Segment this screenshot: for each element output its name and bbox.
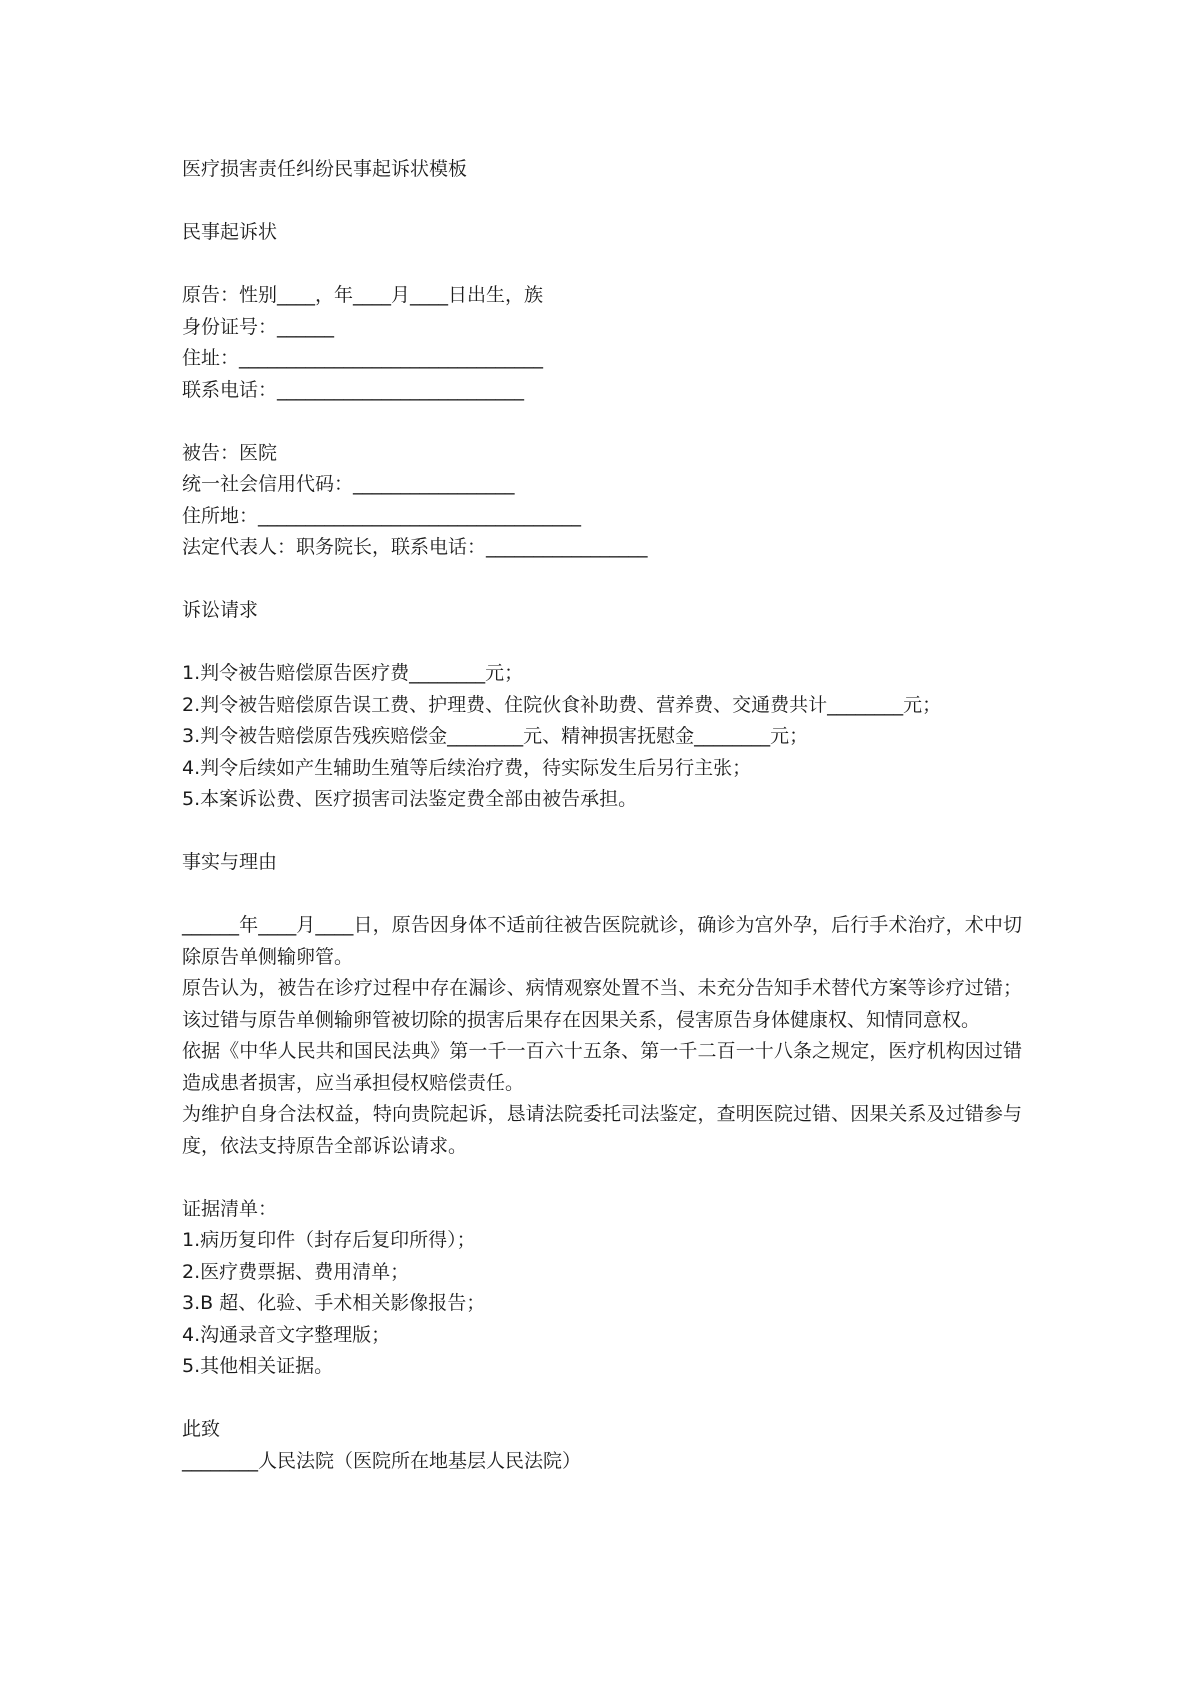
facts-paragraph: ______年____月____日，原告因身体不适前往被告医院就诊，确诊为宫外孕，后行手术治疗，术中切除原告单侧输卵管。 (182, 914, 1022, 968)
closing-court: ________人民法院（医院所在地基层人民法院） (182, 1449, 582, 1472)
plaintiff-info-line: 原告：性别____，年____月____日出生，族 (182, 284, 544, 306)
evidence-item: 5.其他相关证据。 (182, 1355, 334, 1377)
facts-heading: 事实与理由 (182, 851, 278, 873)
evidence-item: 4.沟通录音文字整理版； (182, 1323, 391, 1346)
claim-item: 2.判令被告赔偿原告误工费、护理费、住院伙食补助费、营养费、交通费共计________元； (182, 693, 942, 716)
evidence-section (182, 1194, 1022, 1383)
plaintiff-id-number: 身份证号：______ (182, 315, 335, 338)
defendant-domicile: 住所地：__________________________________ (182, 504, 582, 527)
claim-item: 1.判令被告赔偿原告医疗费________元； (182, 662, 524, 684)
spacer (182, 816, 1022, 848)
defendant-representative: 法定代表人：职务院长，联系电话：_________________ (182, 536, 648, 558)
defendant-name: 被告：医院 (182, 441, 278, 464)
facts-paragraph: 依据《中华人民共和国民法典》第一千一百六十五条、第一千二百一十八条之规定，医疗机构因过错造成患者损害，应当承担侵权赔偿责任。 (182, 1040, 1022, 1094)
facts-body (182, 910, 1022, 1162)
facts-paragraph: 原告认为，被告在诊疗过程中存在漏诊、病情观察处置不当、未充分告知手术替代方案等诊疗过错；该过错与原告单侧输卵管被切除的损害后果存在因果关系，侵害原告身体健康权、知情同意权。 (182, 977, 1022, 1031)
plaintiff-phone: 联系电话：__________________________ (182, 378, 525, 401)
claim-item: 3.判令被告赔偿原告残疾赔偿金________元、精神损害抚慰金________元； (182, 725, 809, 747)
document-title: 医疗损害责任纠纷民事起诉状模板 (182, 158, 468, 180)
defendant-credit-code: 统一社会信用代码：_________________ (182, 473, 515, 495)
closing-salutation: 此致 (182, 1418, 221, 1440)
spacer (182, 406, 1022, 438)
defendant-section (182, 438, 1022, 564)
spacer (182, 1383, 1022, 1415)
claim-item: 4.判令后续如产生辅助生殖等后续治疗费，待实际发生后另行主张； (182, 756, 752, 779)
plaintiff-address: 住址：________________________________ (182, 347, 544, 369)
evidence-item: 1.病历复印件（封存后复印所得）； (182, 1229, 476, 1251)
document-heading: 民事起诉状 (182, 221, 278, 243)
spacer (182, 186, 1022, 218)
claim-item: 5.本案诉讼费、医疗损害司法鉴定费全部由被告承担。 (182, 788, 638, 810)
spacer (182, 249, 1022, 281)
facts-paragraph: 为维护自身合法权益，特向贵院起诉，恳请法院委托司法鉴定，查明医院过错、因果关系及过错参与度，依法支持原告全部诉讼请求。 (182, 1103, 1022, 1157)
document-page (182, 154, 1022, 1477)
claims-list (182, 658, 1022, 816)
spacer (182, 627, 1022, 659)
spacer (182, 879, 1022, 911)
evidence-heading: 证据清单： (182, 1197, 278, 1220)
evidence-item: 3.B 超、化验、手术相关影像报告； (182, 1292, 486, 1314)
spacer (182, 1162, 1022, 1194)
evidence-item: 2.医疗费票据、费用清单； (182, 1260, 410, 1283)
spacer (182, 564, 1022, 596)
plaintiff-section (182, 280, 1022, 406)
claims-heading: 诉讼请求 (182, 599, 259, 621)
closing-section (182, 1414, 1022, 1477)
